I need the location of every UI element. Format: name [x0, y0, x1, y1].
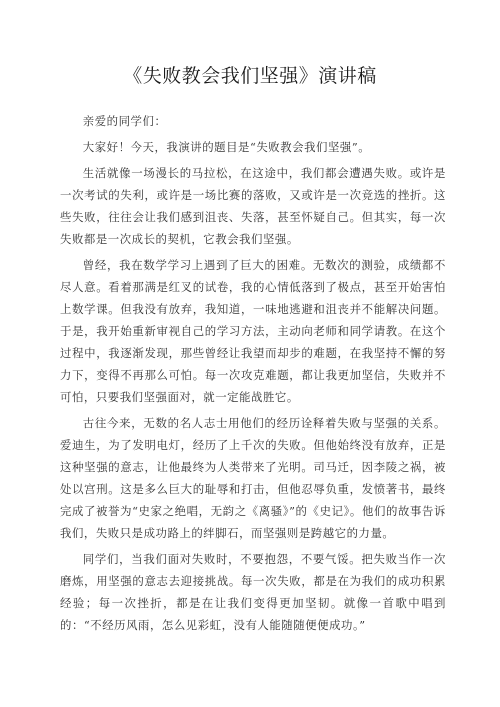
- body-paragraph: 古往今来，无数的名人志士用他们的经历诠释着失败与坚强的关系。爱迪生，为了发明电灯，经历了上千次的失败。但他始终没有放弃，正是这种坚强的意志，让他最终为人类带来了光明。司马迁，因李陵之祸，被处以宫刑。这是多么巨大的耻辱和打击，但他忍辱负重，发愤著书，最终完成了被誉为“史家之绝唱，无韵之《离骚》”的《史记》。他们的故事告诉我们，失败只是成功路上的绊脚石，而坚强则是跨越它的力量。: [60, 416, 446, 540]
- body-paragraph: 生活就像一场漫长的马拉松，在这途中，我们都会遭遇失败。或许是一次考试的失利，或许是一场比赛的落败，又或许是一次竞选的挫折。这些失败，往往会让我们感到沮丧、失落，甚至怀疑自己。但其实，每一次失败都是一次成长的契机，它教会我们坚强。: [60, 166, 446, 246]
- document-body: [60, 110, 446, 636]
- salutation-paragraph: 亲爱的同学们：: [82, 114, 167, 128]
- body-paragraph: 曾经，我在数学学习上遇到了巨大的困难。无数次的测验，成绩都不尽人意。看着那满是红叉的试卷，我的心情低落到了极点，甚至开始害怕上数学课。但我没有放弃，我知道，一味地逃避和沮丧并不能解决问题。于是，我开始重新审视自己的学习方法，主动向老师和同学请教。在这个过程中，我逐渐发现，那些曾经让我望而却步的难题，在我坚持不懈的努力下，变得不再那么可怕。每一次攻克难题，都让我更加坚信，失败并不可怕，只要我们坚强面对，就一定能战胜它。: [60, 258, 446, 404]
- document-title: 《失败教会我们坚强》演讲稿: [123, 65, 377, 87]
- opening-paragraph: 大家好！今天，我演讲的题目是“失败教会我们坚强”。: [82, 140, 371, 154]
- body-paragraph: 同学们，当我们面对失败时，不要抱怨，不要气馁。把失败当作一次磨炼，用坚强的意志去迎接挑战。每一次失败，都是在为我们的成功积累经验；每一次挫折，都是在让我们变得更加坚韧。就像一首歌中唱到的：“不经历风雨，怎么见彩虹，没有人能随随便便成功。”: [60, 552, 446, 632]
